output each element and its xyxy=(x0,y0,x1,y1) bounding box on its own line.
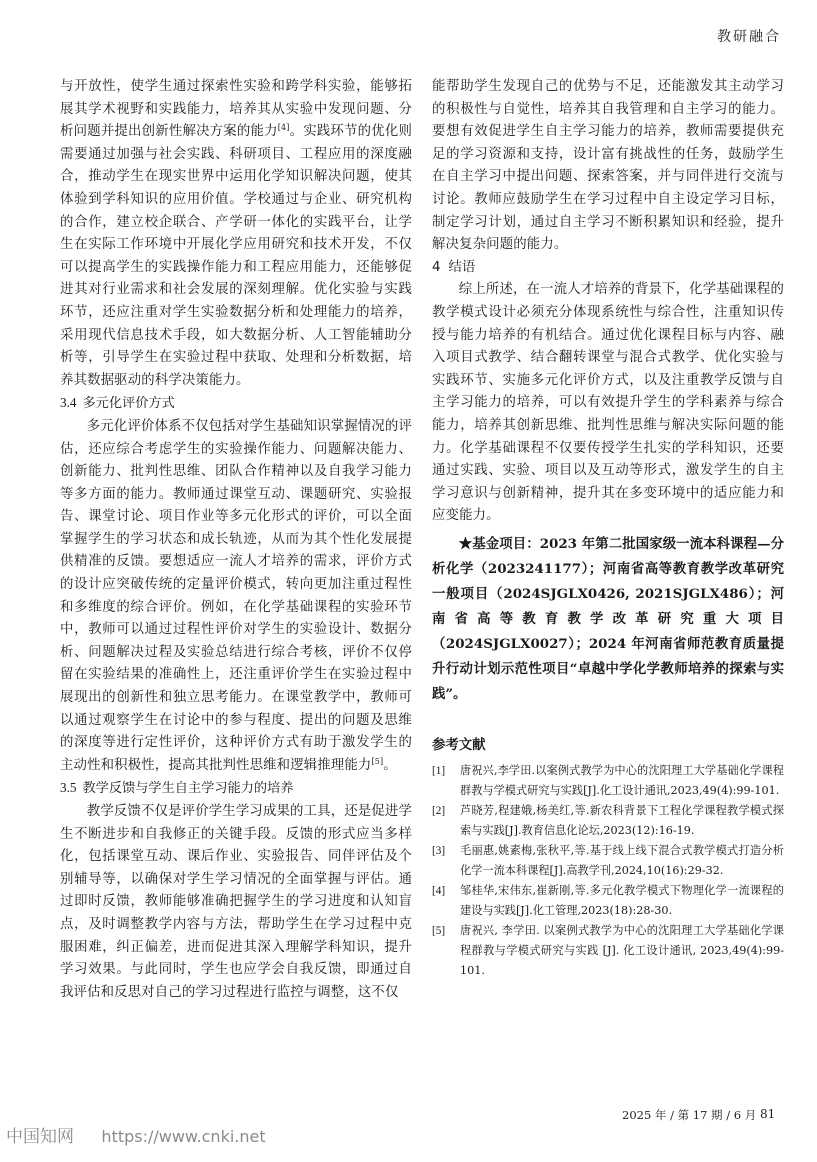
fund-project-note: ★基金项目：2023 年第二批国家级一流本科课程—分析化学（2023241177）；河南省高等教育教学改革研究一般项目（2024SJGLX0426, 2021SJGLX486）；河南省高等教育教学改革研究重大项目（2024SJGLX0027）；2024 年河南省师范教育质量提升行动计划示范性项目“卓越中学化学教师培养的探索与实践”。 xyxy=(432,535,784,702)
reference-index: [4] xyxy=(432,884,446,897)
paragraph-text: 与开放性，使学生通过探索性实验和跨学科实验，能够拓展其学术视野和实践能力，培养其从实验中发现问题、分析问题并提出创新性解决方案的能力 xyxy=(60,79,412,140)
paragraph-3-5: 教学反馈不仅是评价学生学习成果的工具，还是促进学生不断进步和自我修正的关键手段。反馈的形式应当多样化，包括课堂互动、课后作业、实验报告、同伴评估及个别辅导等，以确保对学生学习情况的全面掌握与评估。通过即时反馈，教师能够准确把握学生的学习进度和认知盲点，及时调整教学内容与方法，帮助学生在学习过程中克服困难，纠正偏差，进而促进其深入理解学科知识，提升学习效果。与此同时，学生也应学会自我反馈，即通过自我评估和反思对自己的学习过程进行监控与调整，这不仅 xyxy=(60,804,412,1000)
reference-item xyxy=(432,761,784,801)
section-heading-3-5 xyxy=(60,777,412,801)
section-number: 3.4 xyxy=(60,395,77,411)
reference-item xyxy=(432,921,784,981)
page-number: 81 xyxy=(760,1107,776,1121)
reference-text: 邹桂华,宋伟东,崔新刚,等.多元化教学模式下物理化学一流课程的建设与实践[J].化工管理,2023(18):28-30. xyxy=(460,883,784,917)
reference-item xyxy=(432,881,784,921)
section-heading-3-4 xyxy=(60,392,412,416)
paragraph-continued-left xyxy=(60,76,412,392)
section-label: 教研融合 xyxy=(717,29,781,45)
section-heading-4 xyxy=(432,257,784,280)
reference-index: [3] xyxy=(432,844,446,857)
paragraph-text: 。实践环节的优化则需要通过加强与社会实践、科研项目、工程应用的深度融合，推动学生在现实世界中运用化学知识解决问题，使其体验到学科知识的应用价值。学校通过与企业、研究机构的合作，建立校企联合、产学研一体化的实践平台，让学生在实际工作环境中开展化学应用研究和技术开发，不仅可以提高学生的实践操作能力和工程应用能力，还能够促进其对行业需求和社会发展的深刻理解。优化实验与实践环节，还应注重对学生实验数据分析和处理能力的培养，采用现代信息技术手段，如大数据分析、人工智能辅助分析等，引导学生在实验过程中获取、处理和分析数据，培养其数据驱动的科学决策能力。 xyxy=(60,124,412,388)
watermark-name: 中国知网 xyxy=(6,1127,74,1147)
reference-item xyxy=(432,841,784,881)
section-number: 3.5 xyxy=(60,780,77,796)
section-title: 教学反馈与学生自主学习能力的培养 xyxy=(82,781,294,797)
cnki-watermark xyxy=(6,1122,266,1147)
paragraph-continued-right: 能帮助学生发现自己的优势与不足，还能激发其主动学习的积极性与自觉性，培养其自我管理和自主学习的能力。要想有效促进学生自主学习能力的培养，教师需要提供充足的学习资源和支持，设计富有挑战性的任务，鼓励学生在自主学习中提出问题、探索答案，并与同伴进行交流与讨论。教师应鼓励学生在学习过程中自主设定学习目标，制定学习计划，通过自主学习不断积累知识和经验，提升解决复杂问题的能力。 xyxy=(432,79,784,253)
reference-index: [1] xyxy=(432,764,446,777)
section-title: 多元化评价方式 xyxy=(82,396,175,412)
reference-text: 毛丽惠,姚素梅,张秋平,等.基于线上线下混合式教学模式打造分析化学一流本科课程[J].高教学刊,2024,10(16):29-32. xyxy=(460,843,784,877)
paragraph-conclusion: 综上所述，在一流人才培养的背景下，化学基础课程的教学模式设计必须充分体现系统性与综合性，注重知识传授与能力培养的有机结合。通过优化课程目标与内容、融入项目式教学、结合翻转课堂与混合式教学、优化实验与实践环节、实施多元化评价方式，以及注重教学反馈与自主学习能力的培养，可以有效提升学生的学科素养与综合能力，培养其创新思维、批判性思维与解决实际问题的能力。化学基础课程不仅要传授学生扎实的学科知识，还要通过实践、实验、项目以及互动等形式，激发学生的自主学习意识与创新精神，提升其在多变环境中的适应能力和应变能力。 xyxy=(432,282,784,524)
references-list xyxy=(432,761,784,981)
reference-index: [2] xyxy=(432,804,446,817)
right-column xyxy=(432,76,784,981)
issue-info: 2025 年 / 第 17 期 / 6 月 xyxy=(622,1108,757,1122)
references-heading: 参考文献 xyxy=(432,737,486,753)
paragraph-text: 多元化评价体系不仅包括对学生基础知识掌握情况的评估，还应综合考虑学生的实验操作能力、问题解决能力、创新能力、批判性思维、团队合作精神以及自我学习能力等多方面的能力。教师通过课堂互动、课题研究、实验报告、课堂讨论、项目作业等多元化形式的评价，可以全面掌握学生的学习状态和成长轨迹，从而为其个性化发展提供精准的反馈。要想适应一流人才培养的需求，评价方式的设计应突破传统的定量评价模式，转向更加注重过程性和多维度的综合评价。例如，在化学基础课程的实验环节中，教师可以通过过程性评价对学生的实验设计、数据分析、问题解决过程及实验总结进行综合考核，评价不仅停留在实验结果的准确性上，还注重评价学生在实验过程中展现出的创新性和独立思考能力。在课堂教学中，教师可以通过观察学生在讨论中的参与程度、提出的问题及思维的深度等进行定性评价，这种评价方式有助于激发学生的主动性和积极性，提高其批判性思维和逻辑推理能力 xyxy=(60,418,412,773)
section-number: 4 xyxy=(432,259,441,275)
reference-index: [5] xyxy=(432,924,446,937)
paragraph-text: 。 xyxy=(383,757,397,773)
reference-text: 唐祝兴,李学田.以案例式教学为中心的沈阳理工大学基础化学课程群教与学模式研究与实践[J].化工设计通讯,2023,49(4):99-101. xyxy=(460,763,784,797)
reference-item xyxy=(432,801,784,841)
watermark-url[interactable]: https://www.cnki.net xyxy=(101,1127,266,1146)
reference-text: 芦晓芳,程建娥,杨美红,等.新农科背景下工程化学课程教学模式探索与实践[J].教育信息化论坛,2023(12):16-19. xyxy=(460,803,784,837)
citation-ref[interactable]: [5] xyxy=(371,756,384,766)
reference-text: 唐祝兴, 李学田. 以案例式教学为中心的沈阳理工大学基础化学课程群教与学模式研究与实践 [J]. 化工设计通讯, 2023,49(4):99-101. xyxy=(460,923,784,977)
paragraph-3-4 xyxy=(60,416,412,778)
left-column xyxy=(60,76,412,1004)
citation-ref[interactable]: [4] xyxy=(277,123,290,133)
section-title: 结语 xyxy=(448,259,476,275)
